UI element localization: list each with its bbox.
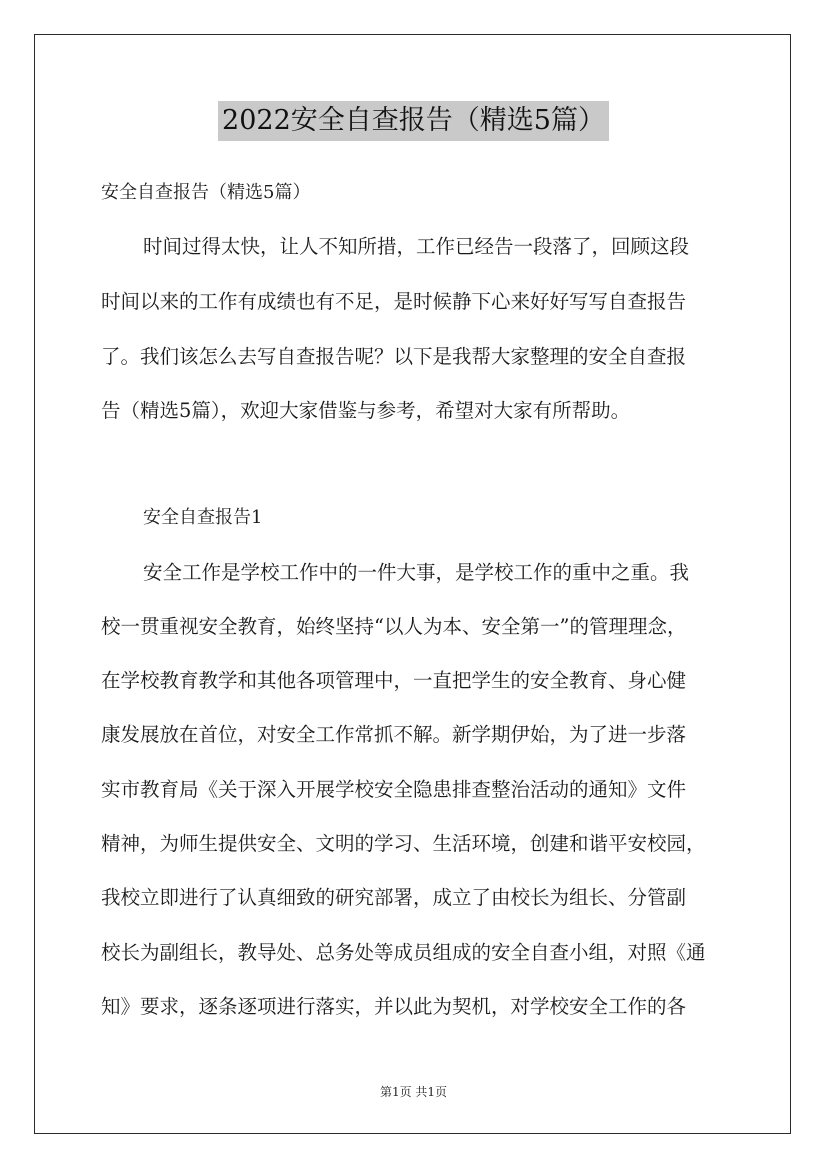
document-title: 2022安全自查报告（精选5篇） [218,101,609,141]
section-heading: 安全自查报告1 [143,507,263,528]
intro-line: 了。我们该怎么去写自查报告呢？以下是我帮大家整理的安全自查报 [101,345,687,368]
page-footer: 第1页 共1页 [379,1085,448,1099]
body-line: 安全工作是学校工作中的一件大事，是学校工作的重中之重。我 [143,561,690,584]
body-line: 校一贯重视安全教育，始终坚持“以人为本、安全第一”的管理理念， [101,615,687,638]
intro-line: 告（精选5篇），欢迎大家借鉴与参考，希望对大家有所帮助。 [101,399,631,422]
document-subtitle: 安全自查报告（精选5篇） [101,182,311,203]
body-line: 精神，为师生提供安全、文明的学习、生活环境，创建和谐平安校园， [101,832,706,855]
intro-line: 时间过得太快，让人不知所措，工作已经告一段落了，回顾这段 [143,235,690,258]
body-line: 知》要求，逐条逐项进行落实，并以此为契机，对学校安全工作的各 [101,995,687,1018]
title-container [0,101,827,141]
body-line: 实市教育局《关于深入开展学校安全隐患排查整治活动的通知》文件 [101,778,687,801]
body-line: 康发展放在首位，对安全工作常抓不解。新学期伊始，为了进一步落 [101,723,687,746]
body-line: 我校立即进行了认真细致的研究部署，成立了由校长为组长、分管副 [101,886,687,909]
body-line: 校长为副组长，教导处、总务处等成员组成的安全自查小组，对照《通 [101,941,706,964]
body-line: 在学校教育教学和其他各项管理中，一直把学生的安全教育、身心健 [101,669,687,692]
intro-line: 时间以来的工作有成绩也有不足，是时候静下心来好好写写自查报告 [101,290,687,313]
